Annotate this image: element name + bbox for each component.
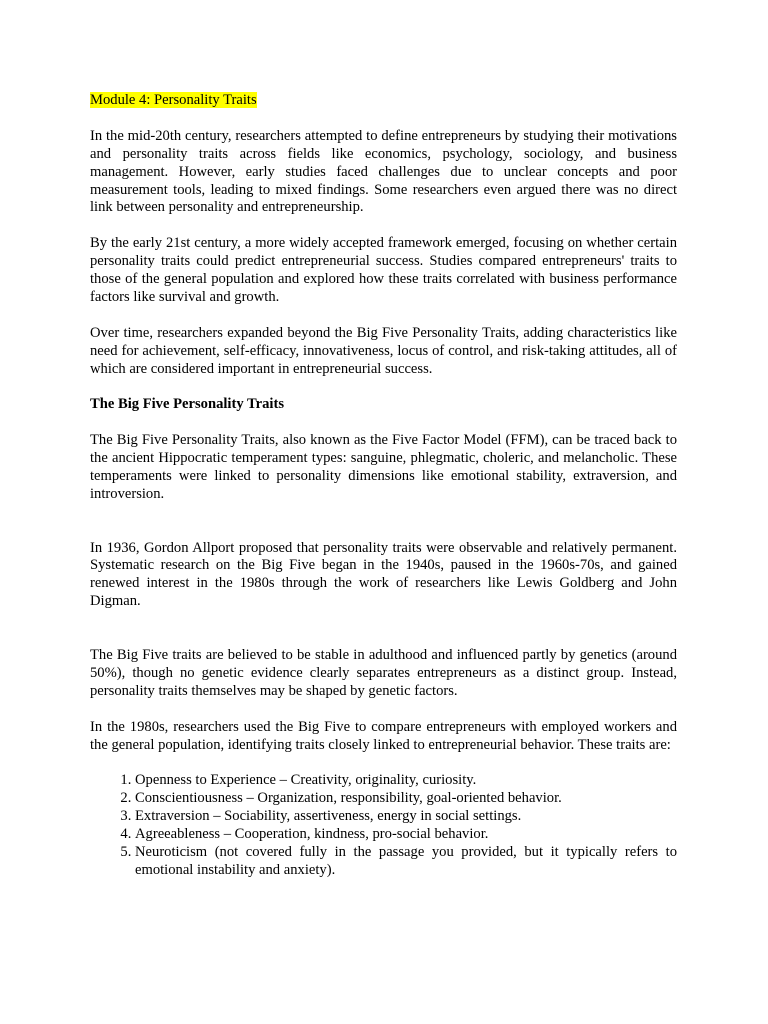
section-heading: The Big Five Personality Traits — [90, 396, 285, 413]
document-page — [90, 92, 677, 880]
list-item: 1. Openness to Experience – Creativity, originality, curiosity. — [135, 772, 677, 790]
paragraph-allport: In 1936, Gordon Allport proposed that personality traits were observable and relatively permanent. Systematic research on the Big Five began in the 1940s, paused in the 1960s-70s, and gained renewed interest in the 1980s through the work of researchers like Lewis Goldberg and John Digman. — [90, 539, 677, 610]
list-item: 5. Neuroticism (not covered fully in the passage you provided, but it typically refers to emotional instability and anxiety). — [135, 844, 677, 880]
paragraph-expansion: Over time, researchers expanded beyond the Big Five Personality Traits, adding characteristics like need for achievement, self-efficacy, innovativeness, locus of control, and risk-taking attitudes, all of which are considered important in entrepreneurial success. — [90, 324, 677, 377]
module-title: Module 4: Personality Traits — [90, 92, 257, 108]
list-item: 3. Extraversion – Sociability, assertiveness, energy in social settings. — [135, 808, 677, 826]
list-item: 4. Agreeableness – Cooperation, kindness, pro-social behavior. — [135, 826, 677, 844]
paragraph-framework: By the early 21st century, a more widely accepted framework emerged, focusing on whether certain personality traits could predict entrepreneurial success. Studies compared entrepreneurs' traits to those of the general population and explored how these traits correlated with business performance factors like survival and growth. — [90, 235, 677, 305]
traits-list — [90, 772, 677, 879]
paragraph-ffm-origin: The Big Five Personality Traits, also known as the Five Factor Model (FFM), can be traced back to the ancient Hippocratic temperament types: sanguine, phlegmatic, choleric, and melancholic. These temperaments were linked to personality dimensions like emotional stability, extraversion, and introversion. — [90, 432, 677, 502]
paragraph-intro: In the mid-20th century, researchers attempted to define entrepreneurs by studying their motivations and personality traits across fields like economics, psychology, sociology, and business management. However, early studies faced challenges due to unclear concepts and poor measurement tools, leading to mixed findings. Some researchers even argued there was no direct link between personality and entrepreneurship. — [90, 127, 677, 216]
paragraph-comparison: In the 1980s, researchers used the Big Five to compare entrepreneurs with employed workers and the general population, identifying traits closely linked to entrepreneurial behavior. These traits are: — [90, 718, 677, 753]
paragraph-genetics: The Big Five traits are believed to be stable in adulthood and influenced partly by genetics (around 50%), though no genetic evidence clearly separates entrepreneurs as a distinct group. Instead, personality traits themselves may be shaped by genetic factors. — [90, 646, 677, 699]
module-title-line — [90, 92, 677, 110]
list-item: 2. Conscientiousness – Organization, responsibility, goal-oriented behavior. — [135, 790, 677, 808]
